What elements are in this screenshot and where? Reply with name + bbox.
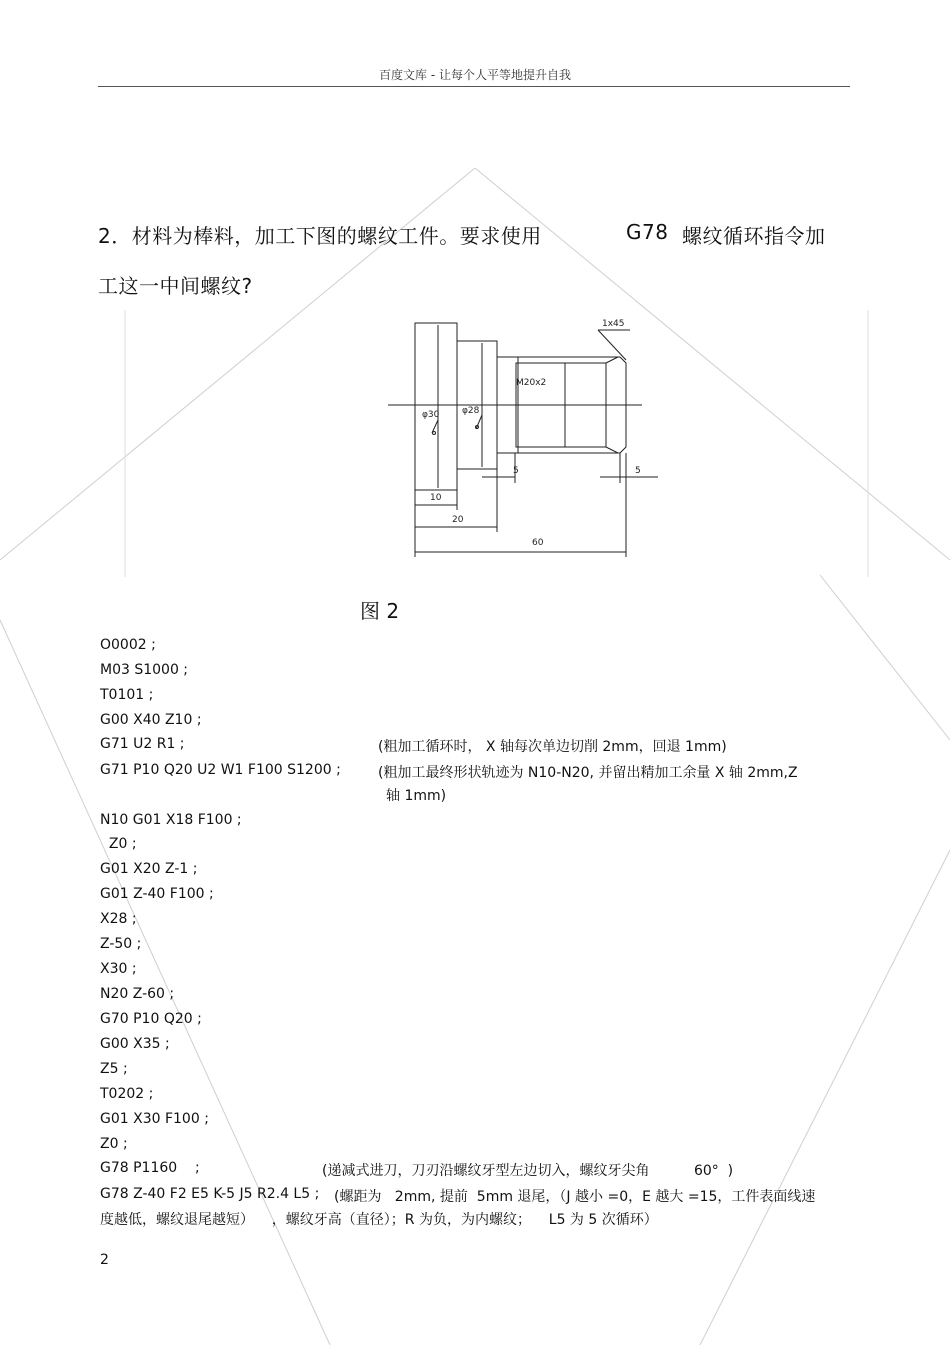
part-drawing [120, 305, 880, 580]
label-thread-diameter: M20x2 [516, 378, 547, 388]
code-line-22: G78 Z-40 F2 E5 K-5 J5 R2.4 L5 ; [100, 1186, 320, 1202]
label-dia-28: φ28 [462, 406, 480, 416]
code-line-11: X28 ; [100, 911, 137, 927]
code-comment-22: (螺距为 2mm, 提前 5mm 退尾，（J 越小 =0，E 越大 =15，工件表面线速 [334, 1189, 816, 1205]
code-line-18: T0202 ; [100, 1086, 154, 1102]
question-text-c: 螺纹循环指令加 [682, 224, 826, 248]
code-line-16: G00 X35 ; [100, 1036, 170, 1052]
label-dia-30: φ30 [422, 410, 440, 420]
label-10: 10 [430, 493, 442, 503]
page-header: 百度文库 - 让每个人平等地提升自我 [379, 68, 571, 82]
code-line-15: G70 P10 Q20 ; [100, 1011, 202, 1027]
code-line-6: G71 P10 Q20 U2 W1 F100 S1200 ; [100, 762, 341, 778]
code-line-9: G01 X20 Z-1 ; [100, 861, 198, 877]
code-comment-22b: 度越低，螺纹退尾越短） ，螺纹牙高（直径）；R 为负，为内螺纹； L5 为 5 次循环） [100, 1212, 658, 1228]
code-comment-6b: 轴 1mm) [386, 788, 447, 804]
question-line-2: 工这一中间螺纹? [98, 274, 253, 298]
code-line-3: T0101 ; [100, 687, 154, 703]
code-line-2: M03 S1000 ; [100, 662, 189, 678]
code-line-19: G01 X30 F100 ; [100, 1111, 209, 1127]
code-line-12: Z-50 ; [100, 936, 142, 952]
code-line-7: N10 G01 X18 F100 ; [100, 812, 242, 828]
question-line-1 [98, 220, 858, 249]
label-chamfer: 1x45 [602, 319, 625, 329]
shoulder-30 [415, 323, 457, 490]
code-comment-6: (粗加工最终形状轨迹为 N10-N20, 并留出精加工余量 X 轴 2mm,Z [378, 765, 798, 781]
figure-caption: 图 2 [360, 599, 400, 623]
code-line-21: G78 P1160 ; [100, 1160, 200, 1176]
label-5-right: 5 [635, 466, 641, 476]
label-5-left: 5 [513, 466, 519, 476]
code-line-5: G71 U2 R1 ; [100, 736, 185, 752]
code-line-8: Z0 ; [100, 836, 137, 852]
label-60: 60 [532, 538, 544, 548]
question-text-g78: G78 [626, 220, 669, 244]
code-line-4: G00 X40 Z10 ; [100, 712, 202, 728]
code-line-17: Z5 ; [100, 1061, 128, 1077]
header-rule [98, 86, 850, 87]
code-line-1: O0002 ; [100, 637, 156, 653]
page-number: 2 [100, 1252, 109, 1268]
code-line-13: X30 ; [100, 961, 137, 977]
question-text-a: 2．材料为棒料，加工下图的螺纹工件。要求使用 [98, 224, 542, 248]
code-line-20: Z0 ; [100, 1136, 128, 1152]
label-20: 20 [452, 515, 464, 525]
code-line-14: N20 Z-60 ; [100, 986, 175, 1002]
code-comment-5: (粗加工循环时， X 轴每次单边切削 2mm，回退 1mm) [378, 739, 727, 755]
code-comment-21: (递减式进刀，刀刃沿螺纹牙型左边切入，螺纹牙尖角 60° ) [322, 1163, 734, 1179]
chamfer-leader [598, 330, 626, 360]
code-line-10: G01 Z-40 F100 ; [100, 886, 214, 902]
